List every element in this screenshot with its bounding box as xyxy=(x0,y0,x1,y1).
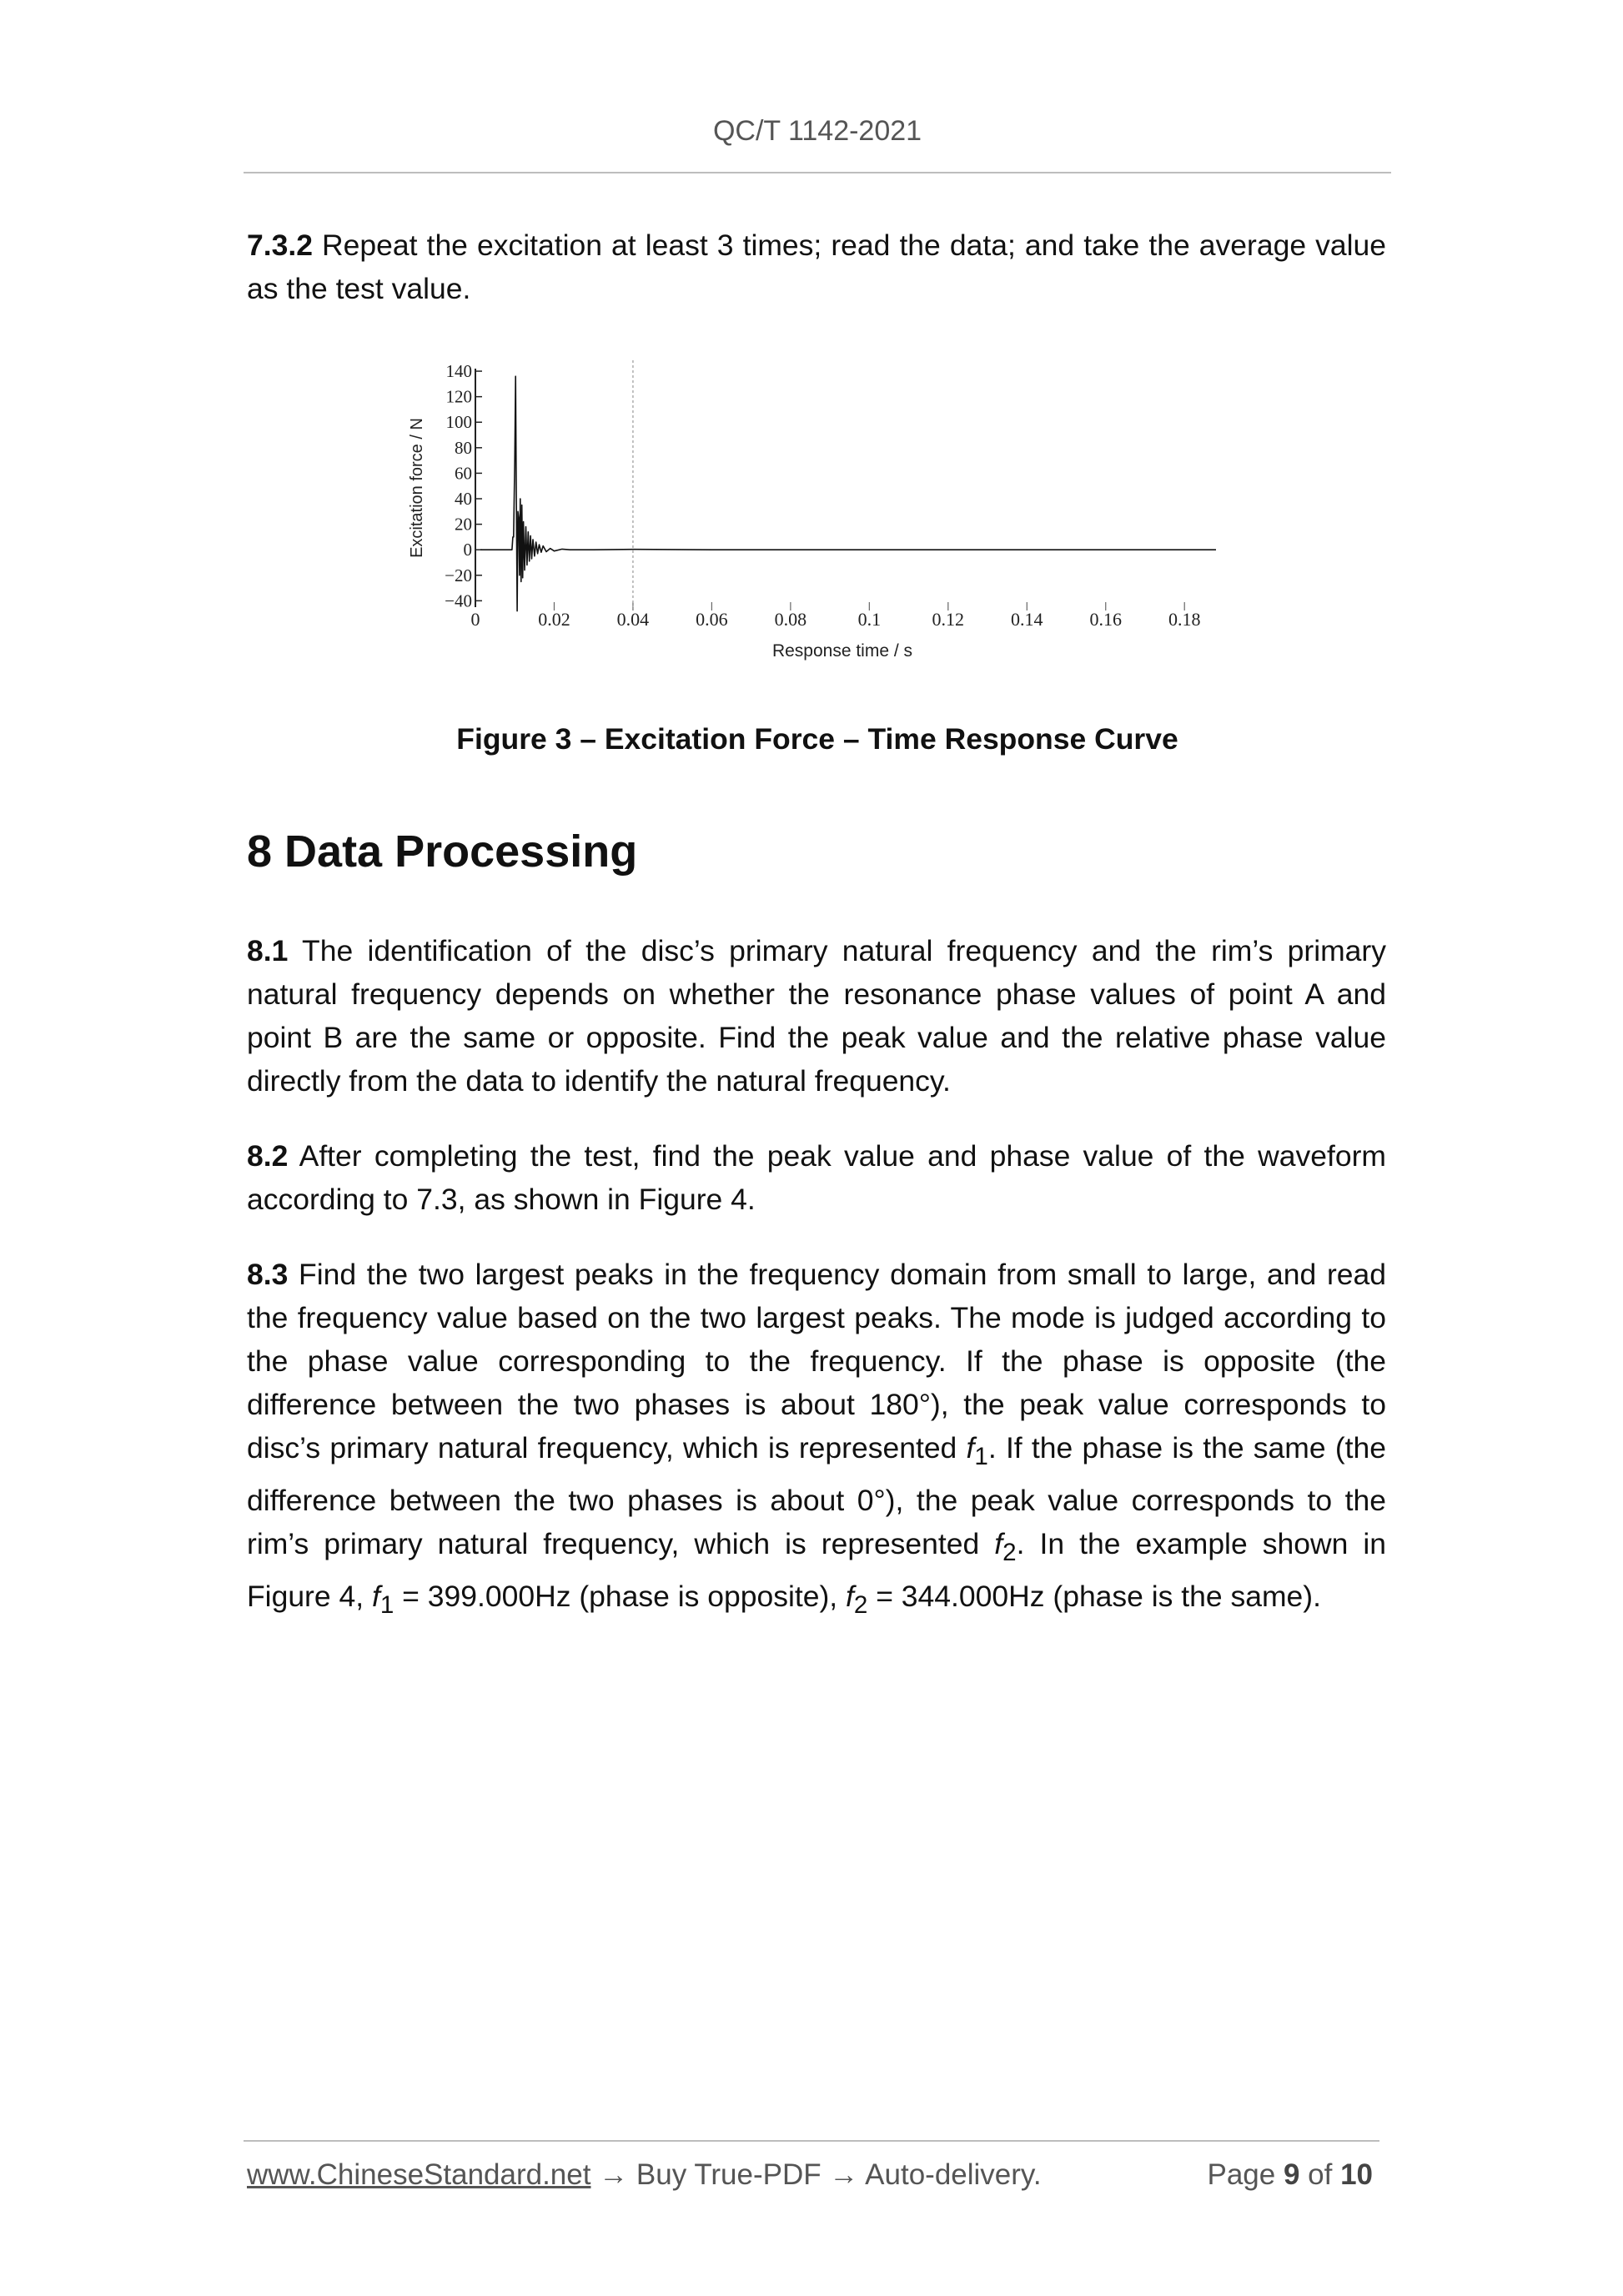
header-divider xyxy=(244,172,1391,173)
x-tick-label: 0.1 xyxy=(857,609,882,630)
y-tick-label: 80 xyxy=(455,437,472,458)
symbol-subscript: 2 xyxy=(1002,1539,1017,1567)
clause-text: . In the example shown in Figure 4, xyxy=(247,1527,1386,1614)
symbol-subscript: 1 xyxy=(974,1443,988,1471)
x-tick-label: 0.08 xyxy=(774,609,807,630)
clause-text: . If the phase is the same (the difference between the two phases is about 0°), the peak value corresponds to the rim’s primary natural frequency, which is represented xyxy=(247,1431,1387,1561)
paragraph-8-3 xyxy=(247,1253,1386,1627)
clause-text: After completing the test, find the peak value and phase value of the waveform according to 7.3, as shown in Figure 4. xyxy=(247,1139,1386,1216)
y-tick-label: 100 xyxy=(445,412,472,433)
x-tick-label: 0.12 xyxy=(932,609,965,630)
document-code-header: QC/T 1142-2021 xyxy=(712,115,922,147)
clause-number: 8.3 xyxy=(247,1258,289,1291)
symbol-f: f xyxy=(966,1431,975,1465)
y-tick-label: 140 xyxy=(445,361,472,382)
x-tick-label: 0 xyxy=(470,609,480,630)
paragraph-8-2 xyxy=(247,1134,1386,1221)
clause-text: The identification of the disc’s primary natural frequency and the rim’s primary natural frequency depends on whether the resonance phase values of point A and point B are the same or opposite. Find the peak value and the relative phase value directly from the data to identify the natural frequency. xyxy=(247,934,1386,1098)
page-footer xyxy=(247,2158,1379,2192)
paragraph-7-3-2 xyxy=(247,224,1386,310)
symbol-f: f xyxy=(371,1580,380,1614)
y-tick-label: 0 xyxy=(463,540,472,560)
section-8-title: 8 Data Processing xyxy=(247,826,638,877)
paragraph-8-1 xyxy=(247,929,1386,1103)
y-tick-label: 40 xyxy=(455,489,472,509)
clause-text: = 344.000Hz (phase is the same). xyxy=(867,1580,1321,1614)
page-of-label: of xyxy=(1299,2158,1341,2191)
x-tick-label: 0.14 xyxy=(1011,609,1043,630)
x-axis-label: Response time / s xyxy=(771,641,913,661)
y-tick-label: 60 xyxy=(455,463,472,484)
footer-divider xyxy=(244,2140,1379,2142)
clause-text: Repeat the excitation at least 3 times; read the data; and take the average value as the test value. xyxy=(247,229,1386,305)
page-indicator xyxy=(1207,2158,1373,2192)
x-tick-label: 0.02 xyxy=(538,609,570,630)
x-tick-label: 0.06 xyxy=(696,609,728,630)
page-number: 9 xyxy=(1283,2158,1300,2191)
y-tick-label: −40 xyxy=(445,590,472,611)
clause-text: Find the two largest peaks in the frequency domain from small to large, and read the frequency value based on the two largest peaks. The mode is judged according to the phase value corresponding to the frequency. If the phase is opposite (the difference between the two phases is about 180°), the peak value corresponds to disc’s primary natural frequency, which is represented xyxy=(247,1258,1386,1465)
symbol-f: f xyxy=(846,1580,854,1614)
figure-caption: Figure 3 – Excitation Force – Time Response Curve xyxy=(456,722,1178,756)
clause-number: 7.3.2 xyxy=(247,229,313,262)
series-line xyxy=(480,376,1216,610)
y-tick-label: −20 xyxy=(445,565,472,585)
promo-text: → Buy True-PDF → Auto-delivery. xyxy=(590,2158,1042,2191)
page-total: 10 xyxy=(1340,2158,1373,2191)
x-tick-label: 0.04 xyxy=(616,609,650,630)
clause-text: = 399.000Hz (phase is opposite), xyxy=(394,1580,847,1614)
x-tick-label: 0.18 xyxy=(1168,609,1201,630)
website-link[interactable]: www.ChineseStandard.net xyxy=(247,2158,591,2191)
y-axis-label: Excitation force / N xyxy=(408,418,426,558)
symbol-f: f xyxy=(994,1527,1003,1561)
page-label: Page xyxy=(1207,2158,1284,2191)
excitation-force-chart xyxy=(392,350,1259,684)
y-tick-label: 120 xyxy=(445,386,472,407)
symbol-subscript: 1 xyxy=(379,1591,394,1620)
x-tick-label: 0.16 xyxy=(1089,609,1122,630)
y-tick-label: 20 xyxy=(455,514,472,535)
symbol-subscript: 2 xyxy=(853,1591,868,1620)
clause-number: 8.2 xyxy=(247,1139,289,1173)
clause-number: 8.1 xyxy=(247,934,289,967)
figure-3-chart xyxy=(392,350,1259,684)
